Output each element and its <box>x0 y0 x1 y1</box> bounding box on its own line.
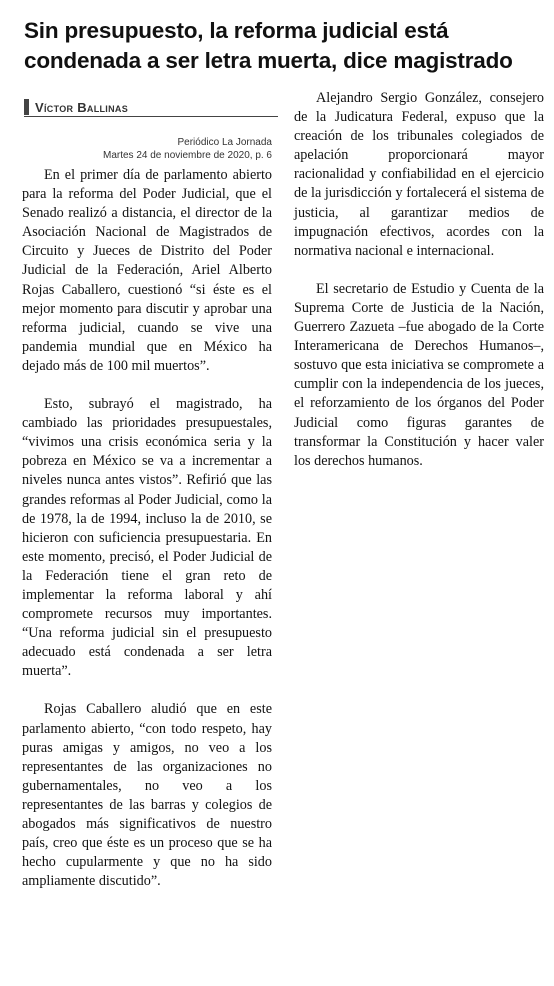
article-paragraph: El secretario de Estudio y Cuenta de la Suprema Corte de Justicia de la Nación, Guerrero Zazueta –fue abogado de la Corte Interamericana de Derechos Humanos–, sostuvo que esta iniciativa se compromete a cumplir con la independencia de los jueces, el reforzamiento de los órganos del Poder Judicial como figuras garantes de transformar la Constitución y hacer valer los derechos humanos. <box>294 280 544 469</box>
article-paragraph: Alejandro Sergio González, consejero de la Judicatura Federal, expuso que la creación de los tribunales colegiados de apelación proporcionará mayor racionalidad y confiabilidad en el ejercicio de la jurisdicción y fortalecerá el sistema de justicia, al garantizar medios de impugnación efectivos, acordes con la normativa nacional e internacional. <box>294 90 544 259</box>
source-date: Martes 24 de noviembre de 2020, p. 6 <box>103 150 272 161</box>
article-headline: Sin presupuesto, la reforma judicial está condenada a ser letra muerta, dice magistrado <box>24 18 513 73</box>
byline <box>24 98 278 117</box>
article-paragraph: Rojas Caballero aludió que en este parlamento abierto, “con todo respeto, hay puras amigas y amigos, no veo a los representantes de las organizaciones no gubernamentales, no veo a los representantes de las barras y colegios de abogados más significativos de nuestro país, creo que éste es un proceso que se ha hecho cupularmente y que no ha sido ampliamente discutido”. <box>22 701 272 890</box>
article-paragraph: Esto, subrayó el magistrado, ha cambiado las prioridades presupuestales, “vivimos una crisis económica seria y la pobreza en México se va a incrementar a niveles nunca antes vistos”. Refirió que las grandes reformas al Poder Judicial, como la de 1978, la de 1994, incluso la de 2010, se hicieron con suficiencia presupuestaria. En este momento, precisó, el Poder Judicial de la Federación tiene el gran reto de implementar la reforma laboral y ahí compromete recursos muy importantes. “Una reforma judicial sin el presupuesto adecuado está condenada a ser letra muerta”. <box>22 396 272 680</box>
article-paragraph: En el primer día de parlamento abierto para la reforma del Poder Judicial, que el Senado realizó a distancia, el director de la Asociación Nacional de Magistrados de Circuito y Jueces de Distrito del Poder Judicial de la Federación, Ariel Alberto Rojas Caballero, cuestionó “si éste es el mejor momento para discutir y aprobar una reforma judicial, cuando se vive una pandemia mundial que en México ha dejado más de 100 mil muertos”. <box>22 167 272 374</box>
source-info <box>24 136 272 162</box>
left-column <box>22 166 272 910</box>
right-column <box>294 89 544 490</box>
byline-bar <box>24 99 29 115</box>
source-publication: Periódico La Jornada <box>177 137 272 148</box>
author-name: Víctor Ballinas <box>35 99 129 115</box>
